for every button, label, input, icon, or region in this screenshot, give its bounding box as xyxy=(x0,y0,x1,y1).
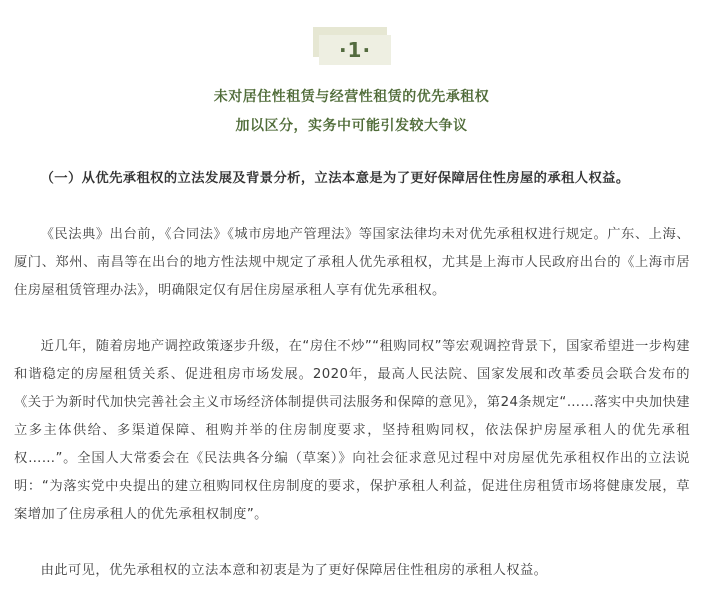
body-paragraph-2: 近几年，随着房地产调控政策逐步升级，在“房住不炒”“租购同权”等宏观调控背景下，国家希望进一步构建和谐稳定的房屋租赁关系、促进租房市场发展。2020年，最高人民法院、国家发展和改革委员会联合发布的《关于为新时代加快完善社会主义市场经济体制提供司法服务和保障的意见》，第24条规定“……落实中央加快建立多主体供给、多渠道保障、租购并举的住房制度要求，坚持租购同权，依法保护房屋承租人的优先承租权……”。全国人大常委会在《民法典各分编（草案）》向社会征求意见过程中对房屋优先承租权作出的立法说明：“为落实党中央提出的建立租购同权住房制度的要求，保护承租人利益，促进住房租赁市场将健康发展，草案增加了住房承租人的优先承租权制度”。 xyxy=(14,339,690,522)
section-title-line-2: 加以区分，实务中可能引发较大争议 xyxy=(235,118,468,134)
section-title-line-1: 未对居住性租赁与经营性租赁的优先承租权 xyxy=(213,89,490,105)
body-paragraph-1: 《民法典》出台前，《合同法》《城市房地产管理法》等国家法律均未对优先承租权进行规定。广东、上海、厦门、郑州、南昌等在出台的地方性法规中规定了承租人优先承租权，尤其是上海市人民政府出台的《上海市居住房屋租赁管理办法》，明确限定仅有居住房屋承租人享有优先承租权。 xyxy=(14,227,690,298)
subheading-paragraph: （一）从优先承租权的立法发展及背景分析，立法本意是为了更好保障居住性房屋的承租人权益。 xyxy=(40,171,630,186)
section-number-badge xyxy=(313,27,391,67)
section-number: ·1· xyxy=(338,38,372,62)
body-paragraph-3: 由此可见，优先承租权的立法本意和初衷是为了更好保障居住性租房的承租人权益。 xyxy=(40,563,548,578)
